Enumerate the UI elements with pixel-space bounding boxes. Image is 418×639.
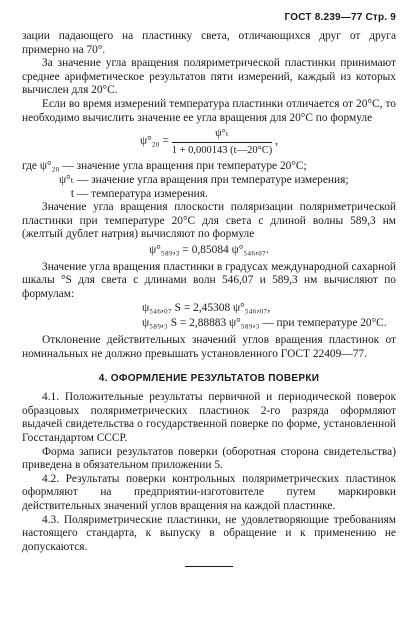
paragraph-temperature-correction: Если во время измерений температура пластинки отличается от 20°С, то необходимо вычислить значение ее угла вращения для 20°С по формуле <box>22 97 396 124</box>
formula-sugar-589: ψ₅₈₉,₃ S = 2,88883 ψ°₅₈₉,₃ — при температуре 20°С. <box>142 316 387 329</box>
formula-denominator: 1 + 0,000143 (t—20°С) <box>171 144 273 156</box>
formula-temperature-correction <box>22 127 396 157</box>
paragraph-4-2: 4.2. Результаты поверки контрольных поляриметрических пластинок оформляют на предприятии-изготовителе путем маркировки действительных значений углов вращения на каждой пластинке. <box>22 472 396 512</box>
definition-text: — значение угла вращения при температуре измерения; <box>76 173 349 186</box>
definition-symbol: t <box>70 187 74 200</box>
paragraph-sodium-doublet: Значение угла вращения плоскости поляризации поляриметрической пластинки при температуре 20°С для света с длиной волны 589,3 нм (желтый дублет натрия) вычисляют по формуле <box>22 201 396 241</box>
formula-definitions <box>22 160 396 201</box>
end-divider <box>185 566 233 567</box>
definition-intro: где <box>22 160 37 173</box>
document-body <box>22 30 396 567</box>
definition-symbol: ψ°₂₀ <box>39 160 60 173</box>
paragraph-sugar-scale: Значение угла вращения пластинки в градусах международной сахарной шкалы °S для света с длинами волн 546,07 и 589,3 нм вычисляют по формулам: <box>22 260 396 300</box>
paragraph-average-value: За значение угла вращения поляриметрической пластинки принимают среднее арифметическое результатов пяти измерений, каждый из которых вычислен для 20°С. <box>22 57 396 97</box>
definition-row <box>22 160 396 174</box>
formula-sodium: ψ°₅₈₉,₃ = 0,85084 ψ°₅₄₆,₀₇. <box>149 243 269 256</box>
page-header: ГОСТ 8.239—77 Стр. 9 <box>284 12 396 23</box>
formula-lhs: ψ°₂₀ = <box>139 135 169 148</box>
paragraph-4-1: 4.1. Положительные результаты первичной и периодической поверок образцовых поляриметрических пластинок 2-го разряда оформляют выдачей свидетельства о государственной поверке по форме, установленной Госстандартом СССР. <box>22 391 396 445</box>
definition-text: — температура измерения. <box>76 187 208 200</box>
section-title: 4. ОФОРМЛЕНИЕ РЕЗУЛЬТАТОВ ПОВЕРКИ <box>98 372 320 384</box>
formula-suffix: , <box>275 135 279 148</box>
paragraph-record-form: Форма записи результатов поверки (оборотная сторона свидетельства) приведена в обязательном приложении 5. <box>22 445 396 472</box>
formula-numerator: ψ°ₜ <box>172 127 273 143</box>
paragraph-deviation: Отклонение действительных значений углов вращения пластинок от номинальных не должно превышать установленного ГОСТ 22409—77. <box>22 334 396 361</box>
definition-row <box>22 188 396 202</box>
definition-row <box>22 174 396 188</box>
definition-symbol: ψ°ₜ <box>58 173 74 186</box>
formula-sugar-546: ψ₅₄₆,₀₇ S = 2,45308 ψ°₅₄₆,₀₇, <box>142 302 271 315</box>
formula-fraction <box>172 127 273 157</box>
definition-text: — значение угла вращения при температуре 20°С; <box>62 160 307 173</box>
paragraph-continuation: зации падающего на пластинку света, отличающихся друг от друга примерно на 70°. <box>22 30 396 56</box>
paragraph-4-3: 4.3. Поляриметрические пластинки, не удовлетворяющие требованиям настоящего стандарта, к выпуску в обращение и к применению не допускаются. <box>22 513 396 553</box>
